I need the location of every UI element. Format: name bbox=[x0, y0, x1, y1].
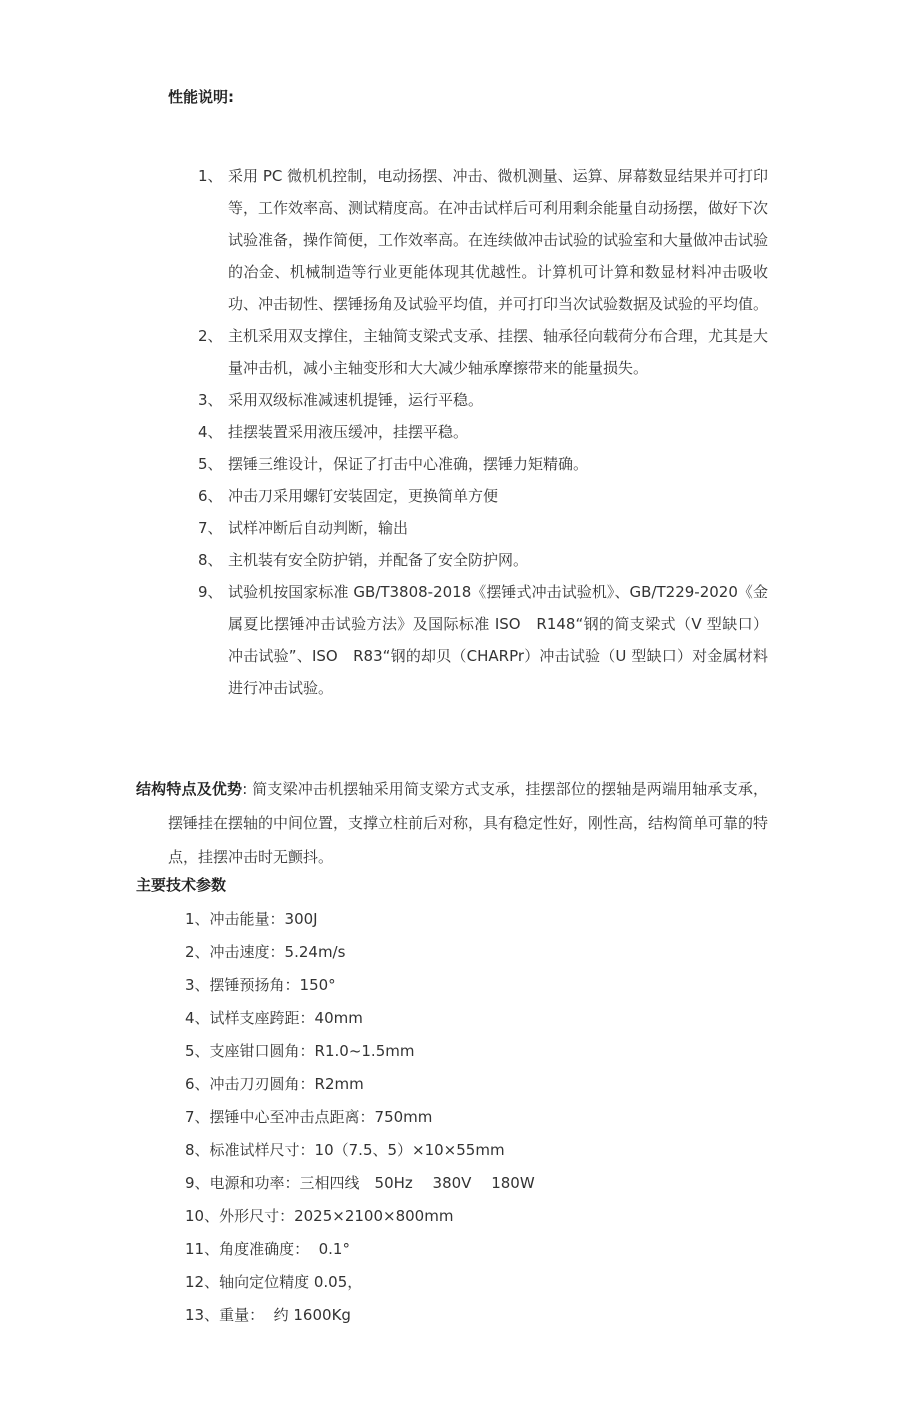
list-item bbox=[198, 480, 768, 512]
list-item bbox=[198, 448, 768, 480]
item-number: 6、 bbox=[198, 487, 223, 505]
param-item: 12、轴向定位精度 0.05， bbox=[185, 1273, 363, 1291]
item-text: 试验机按国家标准 GB/T3808-2018《摆锤式冲击试验机》、GB/T229-2020《金属夏比摆锤冲击试验方法》及国际标准 ISO R148“钢的简支梁式（V 型缺口）冲击试验”、ISO R83“钢的却贝（CHARPr）冲击试验（U 型缺口）对金属材料进行冲击试验。 bbox=[228, 583, 768, 697]
list-item bbox=[198, 320, 768, 384]
item-number: 1、 bbox=[198, 167, 223, 185]
params-title: 主要技术参数 bbox=[136, 876, 227, 894]
list-item bbox=[198, 544, 768, 576]
param-item: 8、标准试样尺寸：10（7.5、5）×10×55mm bbox=[185, 1141, 505, 1159]
param-item: 10、外形尺寸：2025×2100×800mm bbox=[185, 1207, 454, 1225]
param-item: 3、摆锤预扬角：150° bbox=[185, 976, 336, 994]
structure-section bbox=[136, 772, 768, 874]
item-text: 试样冲断后自动判断，输出 bbox=[228, 519, 409, 537]
structure-text: : 简支梁冲击机摆轴采用简支梁方式支承，挂摆部位的摆轴是两端用轴承支承，摆锤挂在摆轴的中间位置，支撑立柱前后对称，具有稳定性好，刚性高，结构简单可靠的特点，挂摆冲击时无颤抖。 bbox=[168, 780, 769, 866]
param-item: 2、冲击速度：5.24m/s bbox=[185, 943, 346, 961]
item-number: 4、 bbox=[198, 423, 223, 441]
param-item: 1、冲击能量：300J bbox=[185, 910, 318, 928]
item-number: 8、 bbox=[198, 551, 223, 569]
param-item: 7、摆锤中心至冲击点距离：750mm bbox=[185, 1108, 433, 1126]
list-item bbox=[198, 384, 768, 416]
param-item: 4、试样支座跨距：40mm bbox=[185, 1009, 363, 1027]
item-number: 5、 bbox=[198, 455, 223, 473]
item-number: 2、 bbox=[198, 327, 223, 345]
structure-paragraph bbox=[136, 772, 768, 874]
item-text: 采用 PC 微机机控制，电动扬摆、冲击、微机测量、运算、屏幕数显结果并可打印等，工作效率高、测试精度高。在冲击试样后可利用剩余能量自动扬摆，做好下次试验准备，操作简便，工作效率高。在连续做冲击试验的试验室和大量做冲击试验的冶金、机械制造等行业更能体现其优越性。计算机可计算和数显材料冲击吸收功、冲击韧性、摆锤扬角及试验平均值，并可打印当次试验数据及试验的平均值。 bbox=[228, 167, 769, 313]
item-text: 冲击刀采用螺钉安装固定，更换简单方便 bbox=[228, 487, 499, 505]
params-list bbox=[185, 903, 535, 1332]
item-number: 9、 bbox=[198, 583, 223, 601]
param-item: 6、冲击刀刃圆角：R2mm bbox=[185, 1075, 364, 1093]
item-text: 主机采用双支撑住，主轴简支梁式支承、挂摆、轴承径向载荷分布合理，尤其是大量冲击机，减小主轴变形和大大减少轴承摩擦带来的能量损失。 bbox=[228, 327, 769, 377]
param-item: 5、支座钳口圆角：R1.0~1.5mm bbox=[185, 1042, 415, 1060]
list-item bbox=[198, 512, 768, 544]
performance-list bbox=[198, 160, 768, 704]
param-item: 13、重量： 约 1600Kg bbox=[185, 1306, 351, 1324]
item-text: 主机装有安全防护销，并配备了安全防护网。 bbox=[228, 551, 529, 569]
list-item bbox=[198, 576, 768, 704]
item-text: 采用双级标准减速机提锤，运行平稳。 bbox=[228, 391, 484, 409]
param-item: 11、角度准确度： 0.1° bbox=[185, 1240, 350, 1258]
item-text: 摆锤三维设计，保证了打击中心准确，摆锤力矩精确。 bbox=[228, 455, 589, 473]
list-item bbox=[198, 160, 768, 320]
item-number: 7、 bbox=[198, 519, 223, 537]
structure-label: 结构特点及优势 bbox=[136, 780, 243, 798]
item-text: 挂摆装置采用液压缓冲，挂摆平稳。 bbox=[228, 423, 469, 441]
list-item bbox=[198, 416, 768, 448]
page-title: 性能说明: bbox=[168, 88, 234, 106]
param-item: 9、电源和功率：三相四线 50Hz 380V 180W bbox=[185, 1174, 535, 1192]
item-number: 3、 bbox=[198, 391, 223, 409]
